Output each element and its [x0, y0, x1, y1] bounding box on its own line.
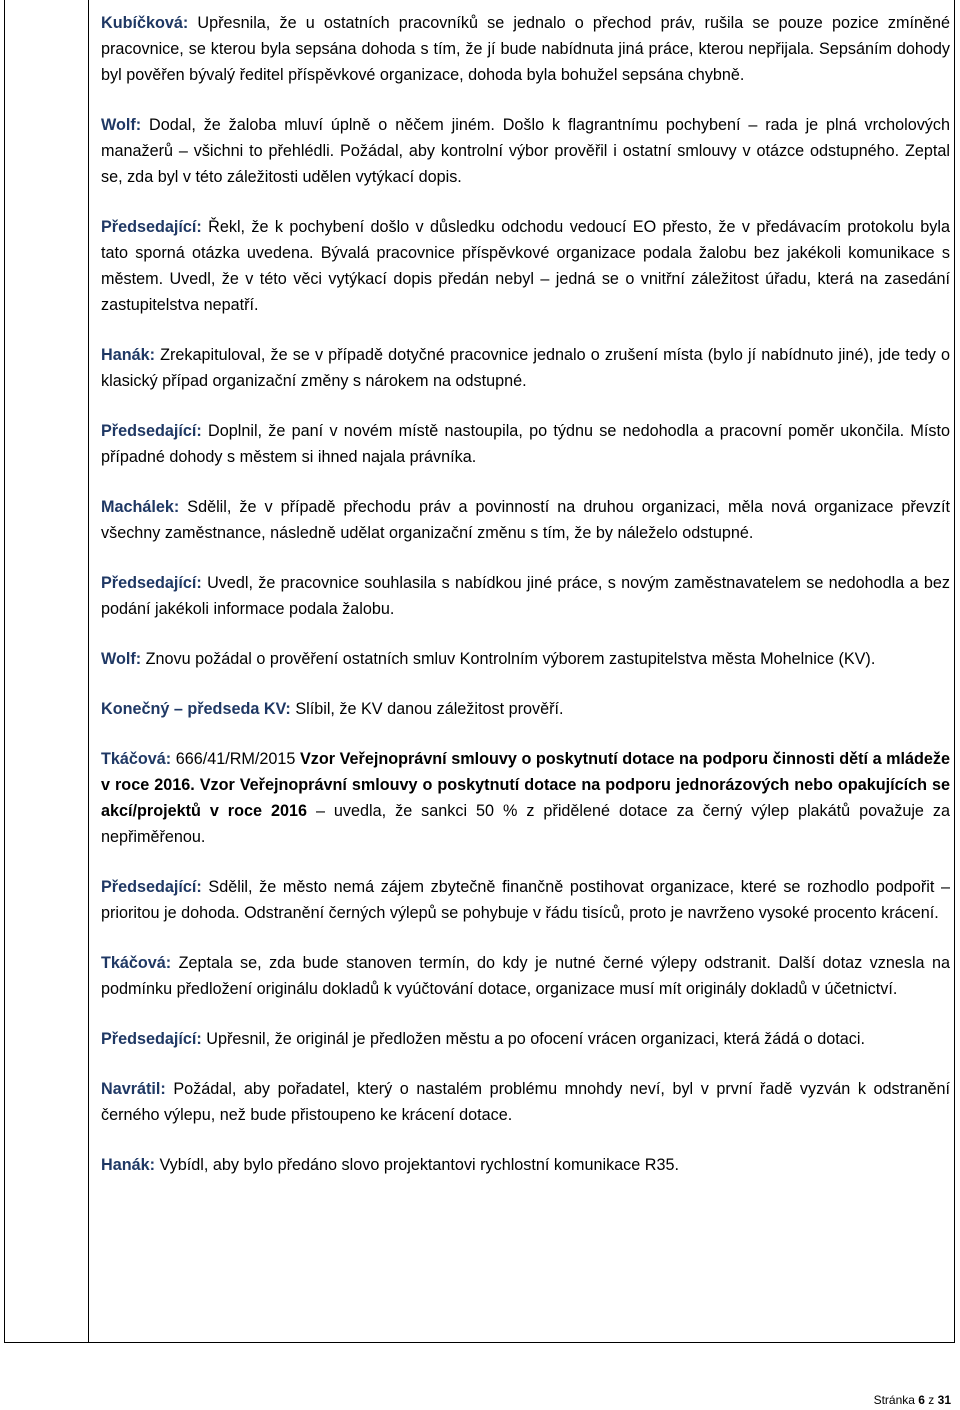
paragraph-4 [101, 342, 950, 394]
paragraph-11 [101, 874, 950, 926]
paragraph-9 [101, 696, 950, 722]
paragraph-8 [101, 646, 950, 672]
page-footer [874, 1393, 951, 1407]
speaker: Předsedající: [101, 218, 202, 236]
speaker: Tkáčová: [101, 954, 172, 972]
paragraph-text: Sdělil, že město nemá zájem zbytečně finančně postihovat organizace, které se rozhodlo podpořit – prioritou je dohoda. Odstranění černých výlepů se pohybuje v řádu tisíců, proto je navrženo vysoké procento krácení. [101, 878, 950, 922]
speaker: Machálek: [101, 498, 180, 516]
speaker: Konečný – předseda KV: [101, 700, 291, 718]
speaker: Předsedající: [101, 1030, 202, 1048]
speaker: Navrátil: [101, 1080, 166, 1098]
paragraph-text: Zrekapituloval, že se v případě dotyčné pracovnice jednalo o zrušení místa (bylo jí nabídnuto jiné), jde tedy o klasický případ organizační změny s nárokem na odstupné. [101, 346, 950, 390]
speaker: Předsedající: [101, 422, 202, 440]
paragraph-text: Upřesnil, že originál je předložen městu a po ofocení vrácen organizaci, která žádá o dotaci. [201, 1030, 865, 1048]
paragraph-14 [101, 1076, 950, 1128]
speaker: Hanák: [101, 346, 155, 364]
footer-of: z [928, 1393, 935, 1407]
left-column [5, 0, 89, 1342]
paragraph-text: Upřesnila, že u ostatních pracovníků se jednalo o přechod práv, rušila se pouze pozice zmíněné pracovnice, se kterou byla sepsána dohoda s tím, že jí bude nabídnuta jiná práce, kterou nepřijala. Sepsáním dohody byl pověřen bývalý ředitel příspěvkové organizace, dohoda byla bohužel sepsána chybně. [101, 14, 950, 84]
paragraph-3 [101, 214, 950, 318]
paragraph-6 [101, 494, 950, 546]
paragraph-text: Požádal, aby pořadatel, který o nastalém problému mnohdy neví, byl v první řadě vyzván k odstranění černého výlepu, než bude přistoupeno ke krácení dotace. [101, 1080, 950, 1124]
speaker: Kubíčková: [101, 14, 189, 32]
speaker: Tkáčová: [101, 750, 172, 768]
speaker: Předsedající: [101, 878, 202, 896]
paragraph-text: Dodal, že žaloba mluví úplně o něčem jiném. Došlo k flagrantnímu pochybení – rada je plná vrcholových manažerů – všichni to přehlédli. Požádal, aby kontrolní výbor prověřil i ostatní smlouvy v otázce odstupného. Zeptal se, zda byl v této záležitosti udělen vytýkací dopis. [101, 116, 950, 186]
paragraph-1 [101, 10, 950, 88]
paragraph-text: Doplnil, že paní v novém místě nastoupila, po týdnu se nedohodla a pracovní poměr ukončila. Místo případné dohody s městem si ihned najala právníka. [101, 422, 950, 466]
paragraph-text: Slíbil, že KV danou záležitost prověří. [290, 700, 564, 718]
footer-page-total: 31 [937, 1393, 951, 1407]
paragraph-text: Uvedl, že pracovnice souhlasila s nabídkou jiné práce, s novým zaměstnavatelem se nedohodla a bez podání jakékoli informace podala žalobu. [101, 574, 950, 618]
minutes-content [101, 10, 950, 1202]
paragraph-text: Řekl, že k pochybení došlo v důsledku odchodu vedoucí EO přesto, že v předávacím protokolu byla tato sporná otázka uvedena. Bývalá pracovnice příspěvkové organizace podala žalobu bez jakékoli komunikace s městem. Uvedl, že v této věci vytýkací dopis předán nebyl – jedná se o vnitřní záležitost úřadu, která na zasedání zastupitelstva nepatří. [101, 218, 950, 314]
paragraph-text: Vybídl, aby bylo předáno slovo projektantovi rychlostní komunikace R35. [154, 1156, 679, 1174]
paragraph-2 [101, 112, 950, 190]
paragraph-13 [101, 1026, 950, 1052]
paragraph-text: Znovu požádal o prověření ostatních smluv Kontrolním výborem zastupitelstva města Mohelnice (KV). [141, 650, 876, 668]
paragraph-12 [101, 950, 950, 1002]
resolution-title: Vzor Veřejnoprávní smlouvy o poskytnutí dotace na podporu činnosti dětí a mládeže v roce 2016. Vzor Veřejnoprávní smlouvy o poskytnutí dotace na podporu jednorázových nebo opakujících se akcí/projektů v roce 2016 [101, 750, 950, 820]
speaker: Předsedající: [101, 574, 202, 592]
speaker: Wolf: [101, 116, 142, 134]
footer-page-number: 6 [918, 1393, 925, 1407]
speaker: Hanák: [101, 1156, 155, 1174]
paragraph-10 [101, 746, 950, 850]
paragraph-text: Sdělil, že v případě přechodu práv a povinností na druhou organizaci, měla nová organizace převzít všechny zaměstnance, následně udělat organizační změnu s tím, že by náleželo odstupné. [101, 498, 950, 542]
paragraph-text: 666/41/RM/2015 [171, 750, 300, 768]
paragraph-text-rest: – uvedla, že sankci 50 % z přidělené dotace za černý výlep plakátů považuje za nepřiměřenou. [101, 802, 950, 846]
paragraph-15 [101, 1152, 950, 1178]
speaker: Wolf: [101, 650, 142, 668]
paragraph-7 [101, 570, 950, 622]
paragraph-text: Zeptala se, zda bude stanoven termín, do kdy je nutné černé výlepy odstranit. Další dotaz vznesla na podmínku předložení originálu dokladů k vyúčtování dotace, organizace musí mít originály dokladů v účetnictví. [101, 954, 950, 998]
paragraph-5 [101, 418, 950, 470]
footer-label: Stránka [873, 1393, 915, 1407]
